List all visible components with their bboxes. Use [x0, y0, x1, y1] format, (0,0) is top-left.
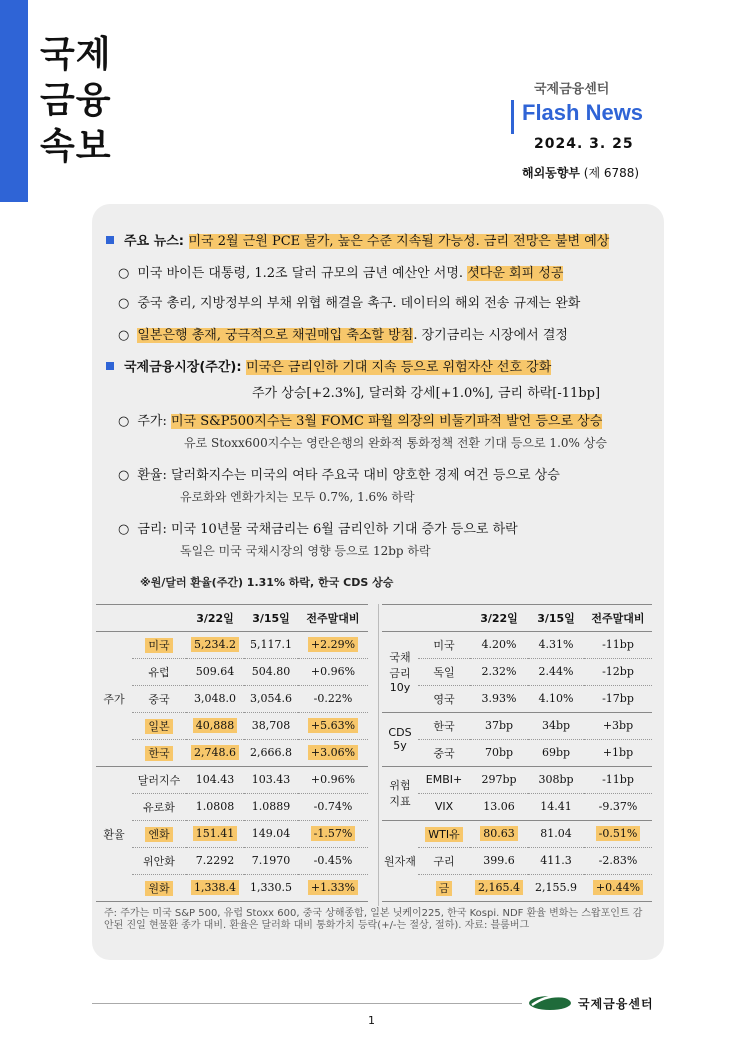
- right-cell-value-prev: [528, 766, 584, 793]
- right-value-change-text: -17bp: [602, 692, 634, 705]
- left-cell-value-change: [298, 847, 368, 874]
- right-cell-item: [418, 685, 470, 712]
- news-headline: 미국 2월 근원 PCE 물가, 높은 수준 지속될 가능성. 금리 전망은 불변 예상: [188, 234, 610, 249]
- right-value-change-text: -0.51%: [596, 826, 641, 841]
- table-row: [382, 847, 652, 874]
- left-value-prev-text: 504.80: [251, 665, 291, 678]
- side-accent-bar: [0, 0, 28, 202]
- market-label: 국제금융시장(주간):: [124, 360, 242, 375]
- stock-line: [118, 410, 602, 429]
- page-title: [40, 32, 112, 170]
- table-row: [382, 793, 652, 820]
- circle-bullet-icon: ○: [118, 296, 130, 311]
- news-item-3-rest: . 장기금리는 시장에서 결정: [413, 328, 568, 343]
- right-item-text: 중국: [433, 746, 455, 760]
- right-value-change-text: +3bp: [602, 719, 634, 732]
- left-value-current-text: 151.41: [193, 826, 238, 841]
- left-value-current-text: 7.2292: [195, 854, 235, 867]
- left-item-text: 달러지수: [137, 773, 181, 787]
- left-value-change-text: -0.74%: [313, 800, 353, 813]
- left-cell-value-prev: [244, 820, 298, 847]
- right-value-prev-text: 34bp: [541, 719, 571, 732]
- right-cell-item: [418, 874, 470, 901]
- left-cell-item: [132, 820, 186, 847]
- news-item-2: [118, 292, 580, 311]
- left-cell-value-change: [298, 820, 368, 847]
- right-item-text: 독일: [433, 665, 455, 679]
- title-line-2: 금융: [40, 80, 112, 121]
- table-note: 주: 주가는 미국 S&P 500, 유럽 Stoxx 600, 중국 상해종합, 일본 닛케이225, 한국 Kospi. NDF 환율 변화는 스왑포인트 감안된 진일 현물환 종가 대비. 환율은 달러화 대비 통화가치 등락(+/-는 절상, 절하). 자료: 블룸버그: [104, 908, 643, 931]
- left-value-change-text: -0.45%: [313, 854, 353, 867]
- right-cell-value-prev: [528, 739, 584, 766]
- right-cell-value-current: [470, 631, 528, 658]
- left-value-prev-text: 103.43: [251, 773, 291, 786]
- left-header-blank: [96, 605, 132, 631]
- left-market-table: [96, 605, 368, 902]
- left-cell-value-current: [186, 874, 244, 901]
- left-cell-value-prev: [244, 631, 298, 658]
- left-value-current-text: 3,048.0: [194, 692, 236, 705]
- org-logo-icon: [528, 992, 574, 1012]
- left-value-prev-text: 7.1970: [251, 854, 291, 867]
- left-item-text: 엔화: [145, 827, 172, 842]
- right-item-text: 영국: [433, 692, 455, 706]
- circle-bullet-icon: ○: [118, 468, 130, 483]
- right-cell-item: [418, 631, 470, 658]
- circle-bullet-icon: ○: [118, 266, 130, 281]
- left-value-prev-text: 2,666.8: [250, 746, 292, 759]
- news-item-1-highlight: 셧다운 회피 성공: [467, 266, 564, 281]
- left-cell-item: [132, 874, 186, 901]
- table-row: [96, 820, 368, 847]
- left-header-0: 3/22일: [186, 605, 244, 631]
- left-group-label: 환율: [96, 766, 132, 901]
- right-header-item: [418, 605, 470, 631]
- right-value-current-text: 3.93%: [481, 692, 517, 705]
- right-cell-value-current: [470, 874, 528, 901]
- left-cell-value-change: [298, 874, 368, 901]
- right-cell-value-prev: [528, 712, 584, 739]
- left-cell-value-prev: [244, 793, 298, 820]
- left-cell-value-current: [186, 712, 244, 739]
- right-value-prev-text: 2,155.9: [535, 881, 577, 894]
- right-header-0: 3/22일: [470, 605, 528, 631]
- news-item-1-text: 미국 바이든 대통령, 1.2조 달러 규모의 금년 예산안 서명.: [137, 266, 464, 281]
- left-value-change-text: +3.06%: [308, 745, 358, 760]
- right-cell-item: [418, 658, 470, 685]
- rate-label: 금리:: [137, 522, 167, 537]
- dept-name: 해외동향부: [522, 166, 580, 180]
- right-value-prev-text: 4.31%: [538, 638, 574, 651]
- rate-line: [118, 518, 518, 537]
- right-value-prev-text: 69bp: [541, 746, 571, 759]
- news-item-3: [118, 324, 568, 343]
- right-value-current-text: 2,165.4: [475, 880, 523, 895]
- right-cell-value-current: [470, 766, 528, 793]
- right-cell-item: [418, 766, 470, 793]
- right-cell-value-change: [584, 631, 652, 658]
- table-row: [382, 874, 652, 901]
- left-item-text: 일본: [145, 719, 172, 734]
- right-cell-value-current: [470, 685, 528, 712]
- right-value-prev-text: 81.04: [540, 827, 572, 840]
- left-cell-item: [132, 685, 186, 712]
- right-item-text: 미국: [433, 638, 455, 652]
- left-value-prev-text: 1.0889: [251, 800, 291, 813]
- left-cell-value-current: [186, 739, 244, 766]
- right-item-text: 금: [436, 881, 453, 896]
- left-cell-value-current: [186, 658, 244, 685]
- left-value-change-text: -1.57%: [311, 826, 356, 841]
- right-cell-item: [418, 847, 470, 874]
- right-cell-value-change: [584, 766, 652, 793]
- right-cell-value-current: [470, 820, 528, 847]
- flash-news-label: Flash News: [522, 100, 644, 125]
- right-value-prev-text: 14.41: [540, 800, 572, 813]
- fx-main: 달러화지수는 미국의 여타 주요국 대비 양호한 경제 여건 등으로 상승: [170, 468, 560, 483]
- right-value-prev-text: 411.3: [540, 854, 572, 867]
- right-cell-value-current: [470, 739, 528, 766]
- left-value-current-text: 509.64: [195, 665, 235, 678]
- left-cell-value-current: [186, 793, 244, 820]
- square-bullet-icon: [106, 236, 114, 244]
- left-header-2: 전주말대비: [298, 605, 368, 631]
- right-cell-value-prev: [528, 685, 584, 712]
- right-value-change-text: -11bp: [602, 638, 634, 651]
- right-cell-value-current: [470, 712, 528, 739]
- table-row: [382, 658, 652, 685]
- right-value-prev-text: 308bp: [538, 773, 574, 786]
- footer-org: 국제금융센터: [578, 997, 654, 1011]
- table-row: [96, 631, 368, 658]
- left-value-change-text: +2.29%: [308, 637, 358, 652]
- left-cell-value-current: [186, 766, 244, 793]
- left-cell-value-prev: [244, 685, 298, 712]
- table-row: [382, 739, 652, 766]
- fx-sub: 유로화와 엔화가치는 모두 0.7%, 1.6% 하락: [180, 490, 415, 504]
- left-cell-value-current: [186, 685, 244, 712]
- market-headline: 미국은 금리인하 기대 지속 등으로 위험자산 선호 강화: [246, 360, 552, 375]
- table-row: [382, 820, 652, 847]
- fx-line: [118, 464, 560, 483]
- stock-main: 미국 S&P500지수는 3월 FOMC 파월 의장의 비둘기파적 발언 등으로 상승: [170, 414, 603, 429]
- circle-bullet-icon: ○: [118, 328, 130, 343]
- market-heading: [106, 356, 551, 375]
- right-group-label: CDS 5y: [382, 712, 418, 766]
- right-value-current-text: 80.63: [480, 826, 518, 841]
- table-row: [382, 766, 652, 793]
- right-cell-value-change: [584, 793, 652, 820]
- left-value-change-text: +0.96%: [310, 773, 356, 786]
- left-item-text: 유럽: [148, 665, 170, 679]
- table-row: [96, 874, 368, 901]
- table-row: [96, 847, 368, 874]
- right-cell-value-prev: [528, 820, 584, 847]
- left-cell-value-prev: [244, 847, 298, 874]
- left-value-current-text: 1.0808: [195, 800, 235, 813]
- left-cell-value-change: [298, 658, 368, 685]
- left-value-prev-text: 38,708: [251, 719, 291, 732]
- left-cell-value-prev: [244, 658, 298, 685]
- circle-bullet-icon: ○: [118, 522, 130, 537]
- footer-line: [92, 1003, 522, 1004]
- stock-label: 주가:: [137, 414, 167, 429]
- right-value-change-text: -2.83%: [598, 854, 638, 867]
- square-bullet-icon: [106, 362, 114, 370]
- circle-bullet-icon: ○: [118, 414, 130, 429]
- right-value-current-text: 4.20%: [481, 638, 517, 651]
- right-value-current-text: 297bp: [481, 773, 517, 786]
- left-item-text: 위안화: [143, 854, 175, 868]
- table-divider: [378, 604, 379, 906]
- table-row: [96, 712, 368, 739]
- right-value-current-text: 2.32%: [481, 665, 517, 678]
- left-value-prev-text: 3,054.6: [250, 692, 292, 705]
- table-row: [96, 685, 368, 712]
- issue-date: 2024. 3. 25: [534, 136, 634, 152]
- right-item-text: 구리: [433, 854, 455, 868]
- rate-main: 미국 10년물 국채금리는 6월 금리인하 기대 증가 등으로 하락: [170, 522, 518, 537]
- left-cell-value-change: [298, 766, 368, 793]
- left-value-prev-text: 5,117.1: [250, 638, 292, 651]
- table-row: [96, 658, 368, 685]
- table-row: [96, 739, 368, 766]
- right-cell-value-change: [584, 820, 652, 847]
- right-cell-value-current: [470, 658, 528, 685]
- left-cell-value-change: [298, 739, 368, 766]
- fx-label: 환율:: [137, 468, 167, 483]
- right-cell-value-change: [584, 712, 652, 739]
- right-value-change-text: +0.44%: [593, 880, 643, 895]
- left-cell-value-prev: [244, 739, 298, 766]
- right-cell-item: [418, 820, 470, 847]
- right-cell-value-prev: [528, 658, 584, 685]
- left-cell-item: [132, 766, 186, 793]
- left-value-change-text: +1.33%: [308, 880, 358, 895]
- right-value-current-text: 70bp: [484, 746, 514, 759]
- right-cell-item: [418, 739, 470, 766]
- market-footnote: ※원/달러 환율(주간) 1.31% 하락, 한국 CDS 상승: [140, 576, 394, 589]
- right-value-change-text: -11bp: [602, 773, 634, 786]
- right-cell-value-change: [584, 874, 652, 901]
- left-cell-value-prev: [244, 712, 298, 739]
- right-header-2: 전주말대비: [584, 605, 652, 631]
- left-cell-item: [132, 847, 186, 874]
- left-cell-value-current: [186, 631, 244, 658]
- right-value-change-text: -9.37%: [598, 800, 638, 813]
- right-cell-value-prev: [528, 793, 584, 820]
- right-header-blank: [382, 605, 418, 631]
- left-header-row: [96, 605, 368, 631]
- left-value-current-text: 5,234.2: [191, 637, 239, 652]
- table-row: [382, 712, 652, 739]
- left-value-prev-text: 149.04: [251, 827, 291, 840]
- left-cell-value-change: [298, 793, 368, 820]
- left-cell-value-prev: [244, 766, 298, 793]
- left-cell-value-current: [186, 820, 244, 847]
- left-header-item: [132, 605, 186, 631]
- rate-sub: 독일은 미국 국채시장의 영향 등으로 12bp 하락: [180, 544, 431, 558]
- right-cell-value-change: [584, 847, 652, 874]
- left-value-change-text: +0.96%: [310, 665, 356, 678]
- right-value-current-text: 37bp: [484, 719, 514, 732]
- right-group-label: 국채 금리 10y: [382, 631, 418, 712]
- right-header-1: 3/15일: [528, 605, 584, 631]
- department: [522, 164, 639, 181]
- left-item-text: 유로화: [143, 800, 175, 814]
- table-row: [382, 631, 652, 658]
- right-value-change-text: +1bp: [602, 746, 634, 759]
- right-item-text: WTI유: [425, 827, 462, 842]
- left-group-label: 주가: [96, 631, 132, 766]
- right-cell-value-change: [584, 739, 652, 766]
- left-item-text: 미국: [145, 638, 172, 653]
- right-cell-value-prev: [528, 874, 584, 901]
- right-group-label: 위험 지표: [382, 766, 418, 820]
- news-item-3-highlight: 일본은행 총재, 궁극적으로 채권매입 축소할 방침: [137, 328, 414, 343]
- right-cell-value-change: [584, 658, 652, 685]
- right-cell-value-current: [470, 793, 528, 820]
- right-header-row: [382, 605, 652, 631]
- right-value-change-text: -12bp: [602, 665, 634, 678]
- news-heading: [106, 230, 609, 249]
- right-item-text: EMBI+: [425, 773, 463, 786]
- left-cell-value-change: [298, 685, 368, 712]
- left-cell-item: [132, 793, 186, 820]
- left-value-current-text: 40,888: [193, 718, 238, 733]
- right-cell-value-prev: [528, 631, 584, 658]
- left-item-text: 원화: [145, 881, 172, 896]
- left-value-change-text: -0.22%: [313, 692, 353, 705]
- title-line-1: 국제: [40, 34, 112, 75]
- market-summary: 주가 상승[+2.3%], 달러화 강세[+1.0%], 금리 하락[-11bp]: [252, 386, 601, 401]
- left-value-prev-text: 1,330.5: [250, 881, 292, 894]
- right-value-prev-text: 4.10%: [538, 692, 574, 705]
- left-cell-value-prev: [244, 874, 298, 901]
- title-line-3: 속보: [40, 126, 112, 167]
- right-cell-item: [418, 712, 470, 739]
- left-value-current-text: 2,748.6: [191, 745, 239, 760]
- right-cell-value-prev: [528, 847, 584, 874]
- stock-sub: 유로 Stoxx600지수는 영란은행의 완화적 통화정책 전환 기대 등으로 1.0% 상승: [184, 436, 607, 450]
- right-item-text: 한국: [433, 719, 455, 733]
- left-value-current-text: 1,338.4: [191, 880, 239, 895]
- left-item-text: 중국: [148, 692, 170, 706]
- right-group-label: 원자재: [382, 820, 418, 901]
- right-cell-value-change: [584, 685, 652, 712]
- left-header-1: 3/15일: [244, 605, 298, 631]
- news-item-2-text: 중국 총리, 지방정부의 부채 위협 해결을 촉구. 데이터의 해외 전송 규제는 완화: [137, 296, 581, 311]
- left-cell-value-current: [186, 847, 244, 874]
- right-market-table: [382, 605, 652, 902]
- right-value-current-text: 399.6: [483, 854, 515, 867]
- news-label: 주요 뉴스:: [124, 234, 184, 249]
- right-value-prev-text: 2.44%: [538, 665, 574, 678]
- left-cell-value-change: [298, 631, 368, 658]
- flash-accent-bar: [511, 100, 514, 134]
- right-cell-value-current: [470, 847, 528, 874]
- left-value-current-text: 104.43: [195, 773, 235, 786]
- center-name: 국제금융센터: [534, 82, 610, 97]
- left-value-change-text: +5.63%: [308, 718, 358, 733]
- left-cell-item: [132, 712, 186, 739]
- doc-number: (제 6788): [583, 166, 640, 180]
- left-cell-item: [132, 739, 186, 766]
- right-item-text: VIX: [434, 800, 454, 813]
- left-cell-item: [132, 658, 186, 685]
- right-cell-item: [418, 793, 470, 820]
- table-row: [96, 766, 368, 793]
- right-value-current-text: 13.06: [483, 800, 515, 813]
- left-cell-value-change: [298, 712, 368, 739]
- table-row: [96, 793, 368, 820]
- page-number: 1: [368, 1014, 375, 1027]
- news-item-1: [118, 262, 563, 281]
- left-item-text: 한국: [145, 746, 172, 761]
- left-cell-item: [132, 631, 186, 658]
- table-row: [382, 685, 652, 712]
